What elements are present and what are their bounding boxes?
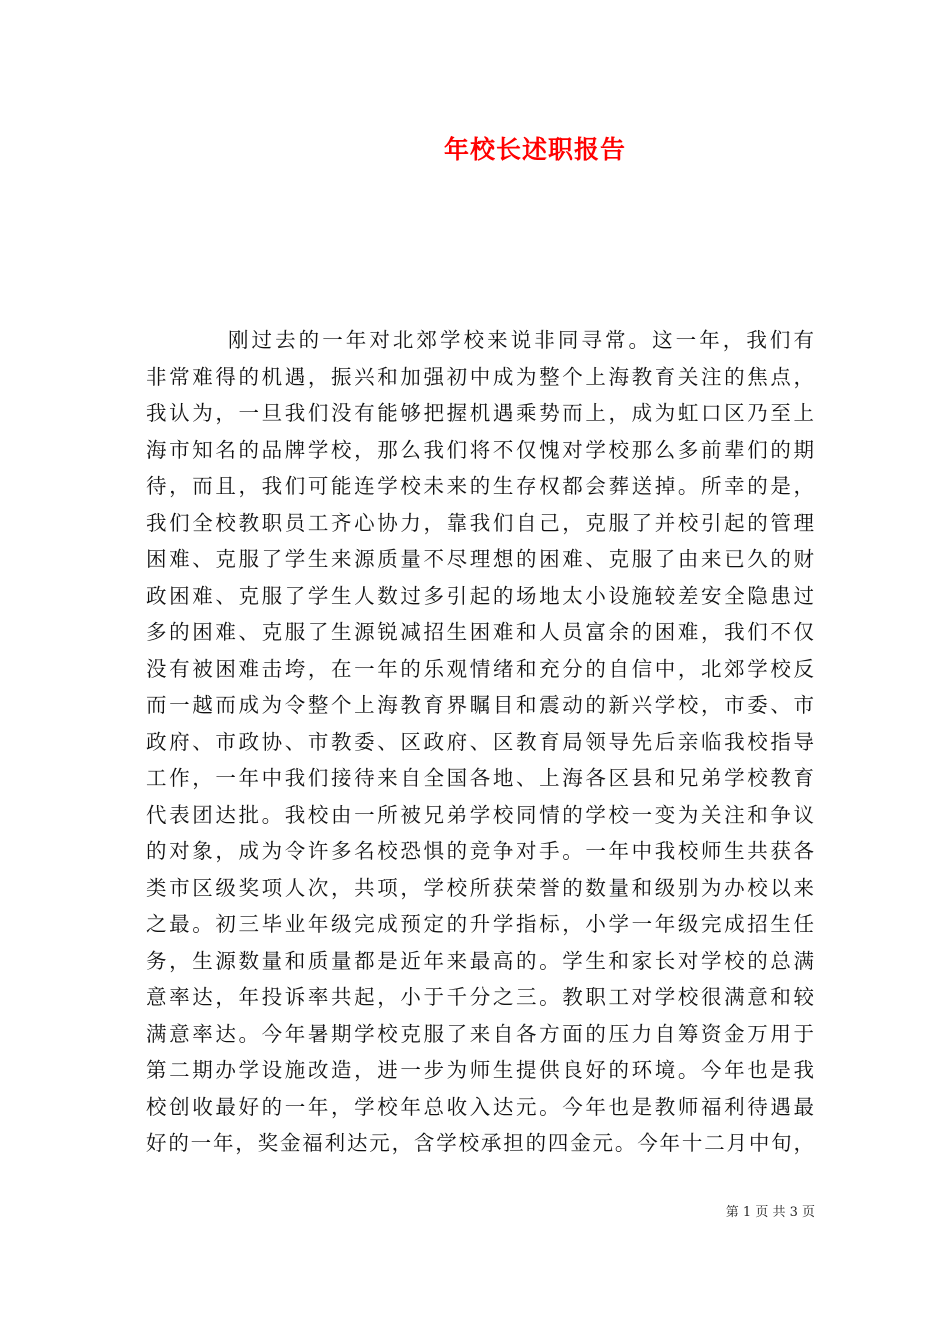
body-paragraph (146, 322, 814, 1162)
body-line: 好的一年，奖金福利达元，含学校承担的四金元。今年十二月中旬， (146, 1131, 814, 1155)
body-line: 意率达，年投诉率共起，小于千分之三。教职工对学校很满意和较 (146, 985, 814, 1009)
body-line: 政困难、克服了学生人数过多引起的场地太小设施较差安全隐患过 (146, 583, 814, 608)
body-line: 政府、市政协、市教委、区政府、区教育局领导先后亲临我校指导 (146, 729, 814, 754)
body-line: 多的困难、克服了生源锐减招生困难和人员富余的困难，我们不仅 (146, 620, 814, 644)
body-line: 困难、克服了学生来源质量不尽理想的困难、克服了由来已久的财 (146, 547, 814, 571)
body-line: 类市区级奖项人次，共项，学校所获荣誉的数量和级别为办校以来 (146, 875, 814, 900)
body-line: 之最。初三毕业年级完成预定的升学指标，小学一年级完成招生任 (146, 912, 814, 936)
body-line: 刚过去的一年对北郊学校来说非同寻常。这一年，我们有 (228, 328, 814, 352)
body-line: 满意率达。今年暑期学校克服了来自各方面的压力自筹资金万用于 (146, 1021, 814, 1046)
body-line: 务，生源数量和质量都是近年来最高的。学生和家长对学校的总满 (146, 948, 814, 973)
body-line: 我认为，一旦我们没有能够把握机遇乘势而上，成为虹口区乃至上 (146, 401, 814, 425)
body-line: 校创收最好的一年，学校年总收入达元。今年也是教师福利待遇最 (146, 1094, 814, 1119)
body-line: 工作，一年中我们接待来自全国各地、上海各区县和兄弟学校教育 (146, 766, 814, 790)
body-line: 代表团达批。我校由一所被兄弟学校同情的学校一变为关注和争议 (146, 802, 814, 827)
document-title: 年校长述职报告 (443, 135, 626, 164)
page-footer: 第 1 页 共 3 页 (725, 1205, 815, 1220)
body-line: 而一越而成为令整个上海教育界瞩目和震动的新兴学校，市委、市 (146, 693, 814, 717)
body-line: 我们全校教职员工齐心协力，靠我们自己，克服了并校引起的管理 (146, 510, 814, 535)
body-line: 第二期办学设施改造，进一步为师生提供良好的环境。今年也是我 (146, 1058, 814, 1082)
body-line: 非常难得的机遇，振兴和加强初中成为整个上海教育关注的焦点， (146, 364, 814, 389)
body-line: 海市知名的品牌学校，那么我们将不仅愧对学校那么多前辈们的期 (146, 437, 814, 462)
body-line: 的对象，成为令许多名校恐惧的竞争对手。一年中我校师生共获各 (146, 839, 814, 863)
body-line: 待，而且，我们可能连学校未来的生存权都会葬送掉。所幸的是， (146, 474, 814, 498)
body-line: 没有被困难击垮，在一年的乐观情绪和充分的自信中，北郊学校反 (146, 656, 814, 681)
